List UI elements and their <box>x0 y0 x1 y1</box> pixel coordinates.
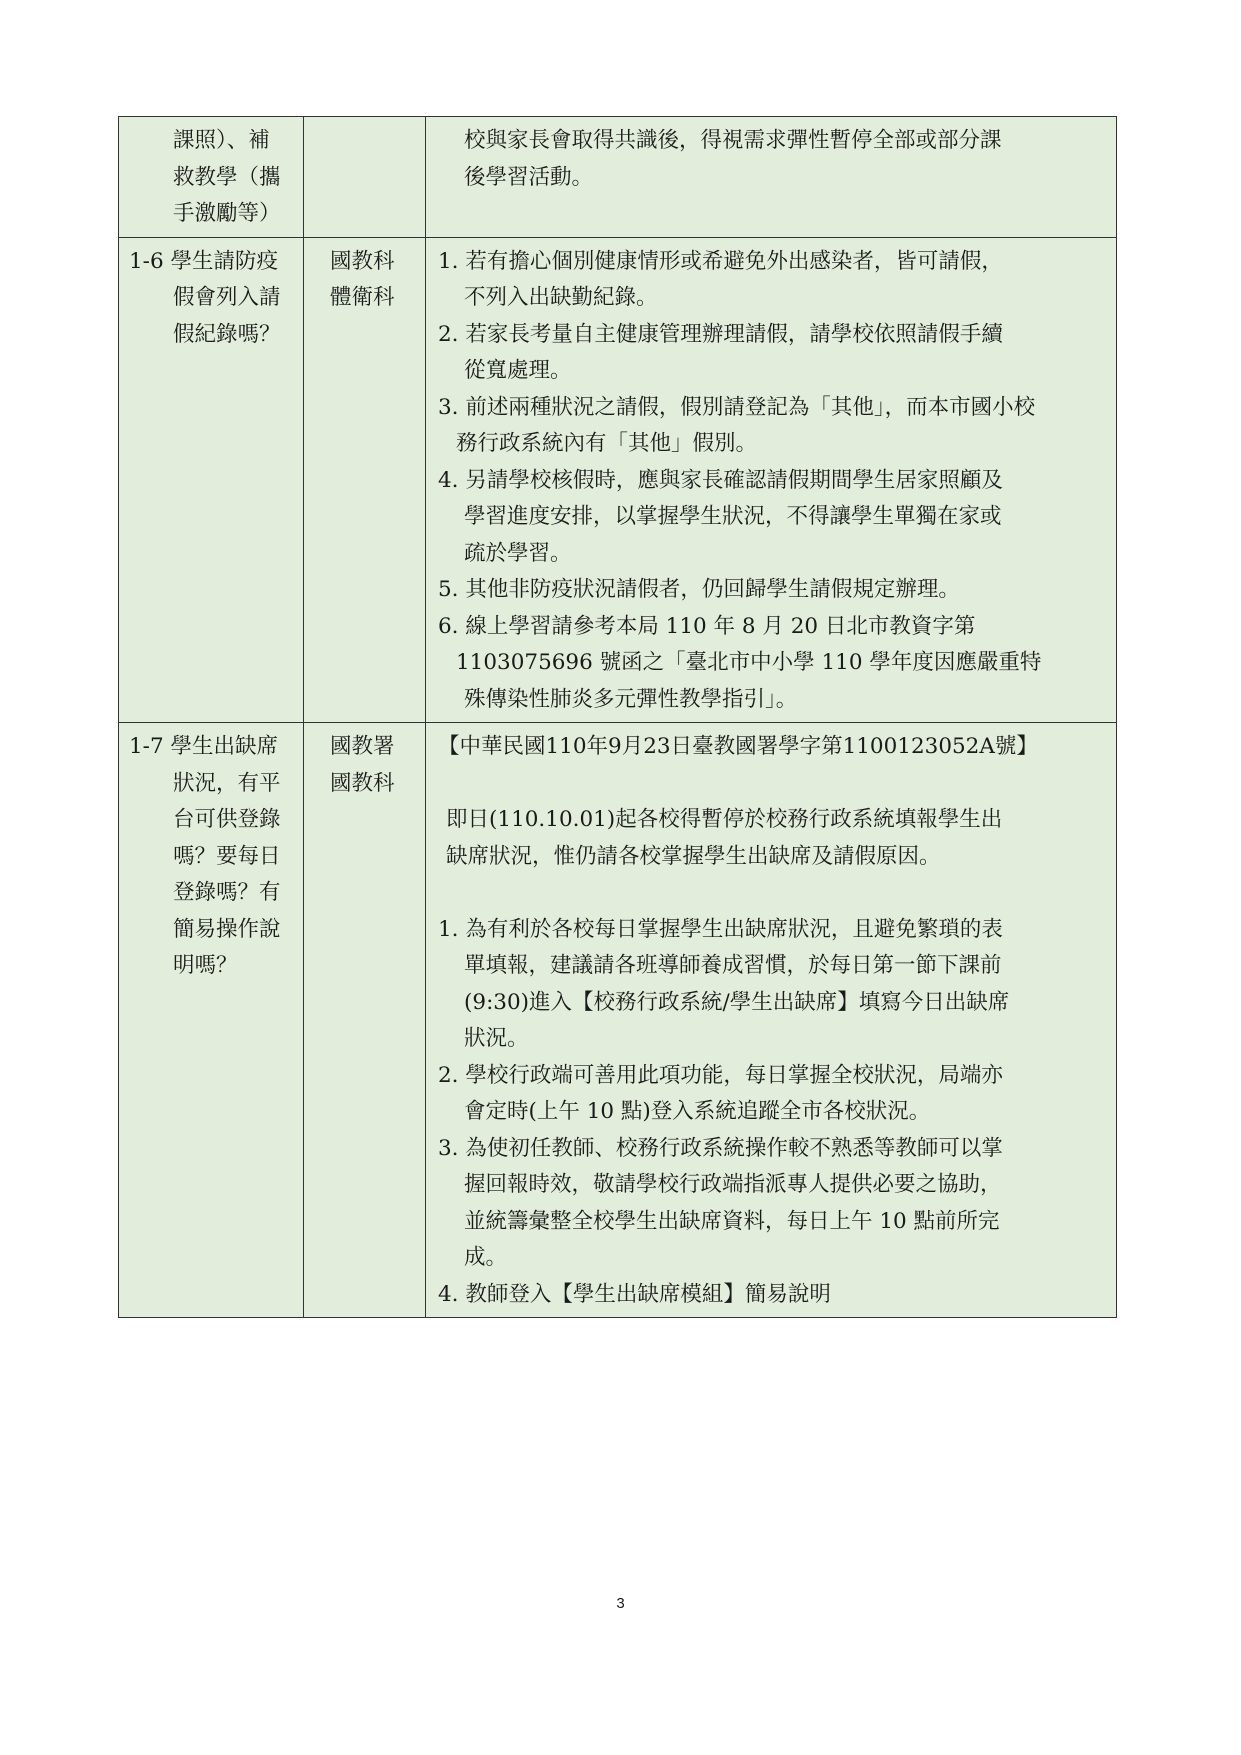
answer-line: 2. 學校行政端可善用此項功能，每日掌握全校狀況，局端亦 <box>438 1062 1003 1088</box>
answer-cell <box>426 237 1117 723</box>
table-row <box>119 723 1117 1318</box>
answer-cell <box>426 723 1117 1318</box>
table-row <box>119 237 1117 723</box>
question-line: 狀況，有平 <box>173 770 281 796</box>
table-row <box>119 117 1117 238</box>
answer-line: 校與家長會取得共識後，得視需求彈性暫停全部或部分課 <box>464 128 1002 153</box>
answer-line: 並統籌彙整全校學生出缺席資料，每日上午 10 點前所完 <box>464 1208 1000 1234</box>
question-line: 簡易操作說 <box>173 916 281 942</box>
answer-line: 務行政系統內有「其他」假別。 <box>456 431 758 456</box>
unit-cell <box>304 117 426 238</box>
answer-line: 1103075696 號函之「臺北市中小學 110 學年度因應嚴重特 <box>456 650 1042 675</box>
unit-label: 體衛科 <box>330 285 395 310</box>
answer-line: 4. 教師登入【學生出缺席模組】簡易說明 <box>438 1281 831 1307</box>
question-line: 假紀錄嗎？ <box>173 321 281 347</box>
answer-line: 殊傳染性肺炎多元彈性教學指引」。 <box>464 686 798 712</box>
question-line: 手激勵等） <box>173 201 281 226</box>
answer-line: 後學習活動。 <box>464 164 594 190</box>
answer-line: 2. 若家長考量自主健康管理辦理請假，請學校依照請假手續 <box>438 321 1003 347</box>
question-cell <box>119 237 304 723</box>
answer-line: 成。 <box>464 1245 508 1270</box>
answer-line: 會定時(上午 10 點)登入系統追蹤全市各校狀況。 <box>464 1099 931 1124</box>
question-line: 登錄嗎？有 <box>173 880 281 905</box>
answer-line: 5. 其他非防疫狀況請假者，仍回歸學生請假規定辦理。 <box>438 577 960 602</box>
answer-line: 疏於學習。 <box>464 540 572 566</box>
answer-line: (9:30)進入【校務行政系統/學生出缺席】填寫今日出缺席 <box>464 989 1010 1015</box>
answer-line: 3. 為使初任教師、校務行政系統操作較不熟悉等教師可以掌 <box>438 1135 1003 1161</box>
unit-label: 國教科 <box>330 770 395 796</box>
answer-line: 即日(110.10.01)起各校得暫停於校務行政系統填報學生出 <box>446 807 1003 832</box>
answer-line: 4. 另請學校核假時，應與家長確認請假期間學生居家照顧及 <box>438 467 1003 493</box>
unit-label: 國教科 <box>330 248 395 274</box>
unit-cell <box>304 723 426 1318</box>
answer-line: 不列入出缺勤紀錄。 <box>464 285 658 310</box>
unit-label: 國教署 <box>330 734 395 759</box>
answer-line: 1. 為有利於各校每日掌握學生出缺席狀況，且避免繁瑣的表 <box>438 916 1003 942</box>
answer-line: 狀況。 <box>464 1026 529 1051</box>
unit-cell <box>304 237 426 723</box>
answer-line: 6. 線上學習請參考本局 110 年 8 月 20 日北市教資字第 <box>438 613 976 639</box>
answer-line: 缺席狀況，惟仍請各校掌握學生出缺席及請假原因。 <box>446 843 941 869</box>
question-line: 明嗎？ <box>173 953 238 978</box>
question-line: 台可供登錄 <box>173 807 281 832</box>
blank-line <box>438 766 1108 803</box>
question-line: 嗎？要每日 <box>173 843 281 869</box>
question-line: 假會列入請 <box>173 285 281 310</box>
question-line: 課照）、補 <box>173 128 270 153</box>
answer-line: 1. 若有擔心個別健康情形或希避免外出感染者，皆可請假， <box>438 248 1003 274</box>
question-line: 救教學（攜 <box>173 164 281 190</box>
answer-line: 握回報時效，敬請學校行政端指派專人提供必要之協助， <box>464 1172 1002 1197</box>
blank-line <box>438 875 1108 912</box>
page-number: 3 <box>616 1595 625 1612</box>
question-cell <box>119 723 304 1318</box>
notice-reference: 【中華民國110年9月23日臺教國署學字第1100123052A號】 <box>438 734 1038 759</box>
answer-line: 學習進度安排，以掌握學生狀況，不得讓學生單獨在家或 <box>464 504 1002 529</box>
answer-line: 單填報，建議請各班導師養成習慣，於每日第一節下課前 <box>464 953 1002 978</box>
answer-cell <box>426 117 1117 238</box>
answer-line: 從寬處理。 <box>464 358 572 383</box>
question-line: 1-7 學生出缺席 <box>129 734 278 759</box>
question-line: 1-6 學生請防疫 <box>129 248 278 274</box>
answer-line: 3. 前述兩種狀況之請假，假別請登記為「其他」，而本市國小校 <box>438 394 1036 420</box>
question-cell <box>119 117 304 238</box>
faq-table <box>118 116 1117 1318</box>
